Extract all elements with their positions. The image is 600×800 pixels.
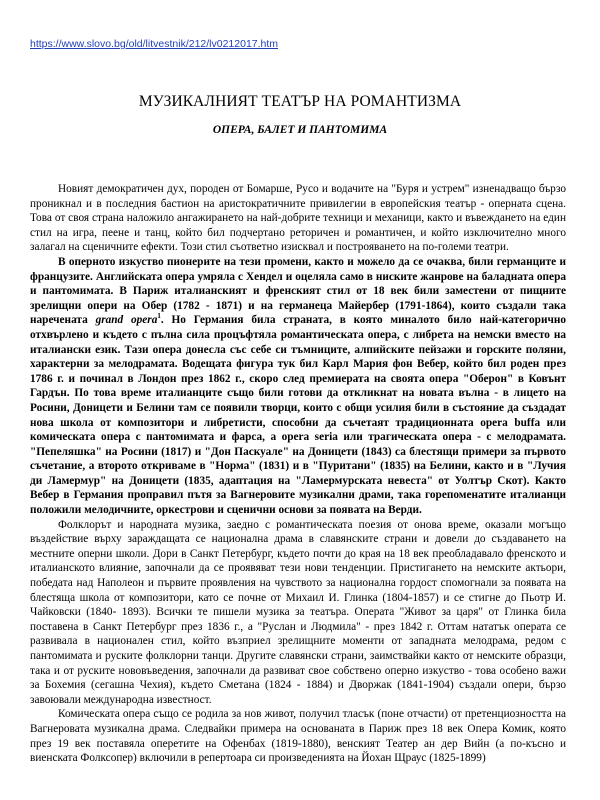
page-subtitle: ОПЕРА, БАЛЕТ И ПАНТОМИМА [212,124,388,136]
paragraph-1: Новият демократичен дух, породен от Бомарше, Русо и водачите на "Буря и устрем" изненадващо бързо проникнал и в последния бастион на аристократичните привилегии в европейския театър - оперната сцена. Това от своя страна наложило ангажирането на най-добрите техници и механици, както и въвеждането на един стил на игра, пеене и танц, който бил подчертано реторичен и романтичен, и който изключително много залагал на сценичните ефекти. Този стил съответно изисквал и построяването на по-големи театри. [30,183,566,254]
grand-opera-term: grand opera [95,314,158,327]
paragraph-3: Фолклорът и народната музика, заедно с романтическата поезия от онова време, оказали могъщо въздействие върху зараждащата се национална драма в славянските страни и довели до създаването на местните оперни школи. Дори в Санкт Петербург, където почти до края на 18 век преобладавало френското и италианското влияние, започнали да се проявяват тези нови тенденции. Пристигането на немските актьори, победата над Наполеон и първите проявления на чувството за национална гордост спомогнали за появата на блестяща школа от композитори, като се почне от Михаил И. Глинка (1804-1857) и се стигне до Пьотр И. Чайковски (1840- 1893). Всички те пишели музика за театъра. Операта "Живот за царя" от Глинка била поставена в Санкт Петербург през 1836 г., а "Руслан и Людмила" - през 1842 г. Оттам нататък операта се развивала в национален стил, който възприел зрелищните моменти от западната мелодрама, редом с пантомимата и руските фолклорни танци. Другите славянски страни, заимствайки както от немските образци, така и от руските нововъведения, започнали да развиват свое собствено оперно изкуство - това особено важи за Бохемия (сегашна Чехия), където Сметана (1824 - 1884) и Дворжак (1841-1904) създали опери, бързо завоювали международна известност. [30,518,566,706]
paragraph-2-part-a: В оперното изкуство пионерите на тези промени, както и можело да се очаква, били германците и французите. Английската опера умряла с Хендел и оцеляла само в ниските жанрове на баладната опера и пантомимата. В Париж италианският и френският стил от 18 век били заместени от пищните зрелищни опери на Обер (1782 - 1871) и на германеца Майербер (1791-1864), които създали така наречената [30,255,566,327]
page-title: МУЗИКАЛНИЯТ ТЕАТЪР НА РОМАНТИЗМА [138,93,462,110]
paragraph-4: Комическата опера също се родила за нов живот, получил тласък (поне отчасти) от претенциозността на Вагнеровата музикална драма. Следвайки примера на основаната в Париж през 18 век Опера Комик, която през 19 век поставяла оперетите на Офенбах (1819-1880), венският Театер ан дер Вийн (а по-късно и виенската Фолксопер) включили в репертоара си произведенията на Йохан Щраус (1825-1899) [30,708,566,765]
article-body [30,182,566,766]
paragraph-2-part-b: . Но Германия била страната, в която миналото било най-категорично отхвърлено и където с пълна сила процъфтяла романтическата опера, с либрета на немски вместо на италиански език. Тази опера донесла със себе си тъмниците, алпийските пейзажи и горските поляни, характерни за мелодрамата. Водещата фигура тук бил Карл Мария фон Вебер, който бил роден през 1786 г. и починал в Лондон през 1862 г., скоро след премиерата на своята опера "Оберон" в Ковънт Гардън. По това време италианците също били готови да откликнат на новата вълна - в лицето на Росини, Доницети и Белини там се появили творци, които с общи усилия били в състояние да създадат нова школа от композитори и либретисти, способни да съчетаят традиционната opera buffa или комическата опера с пантомимата и фарса, а opera seria или трагическата опера - с мелодрамата. "Пепеляшка" на Росини (1817) и "Дон Паскуале" на Доницети (1843) са блестящи примери за първото съчетание, а второто откриваме в "Норма" (1831) и в "Пуритани" (1835) на Белини, както и в "Лучия ди Ламермур" на Доницети (1835, адаптация на "Ламермурската невеста" от Уолтър Скот). Както Вебер в Германия проправил пътя за Вагнеровите музикални драми, така горепоменатите италианци положили мелодичните, оркестрови и сценични основи за появата на Верди. [30,314,566,517]
footnote-marker[interactable]: 1 [157,312,161,321]
paragraph-2 [30,255,566,518]
source-url-link[interactable]: https://www.slovo.bg/old/litvestnik/212/lv0212017.htm [30,38,279,50]
